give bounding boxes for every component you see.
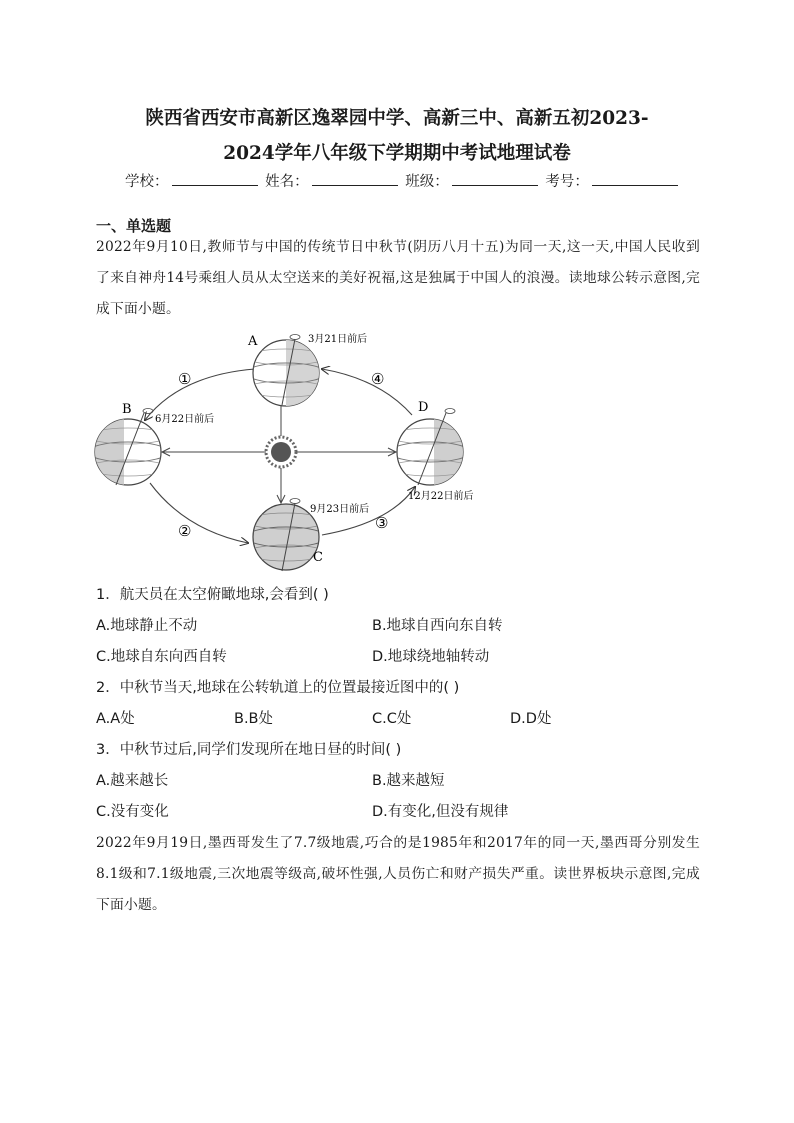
- point-c-label: C: [313, 550, 323, 565]
- sun-icon: [266, 437, 296, 467]
- q2-option-c[interactable]: C.C处: [372, 711, 412, 727]
- orbit-arc-1: [145, 369, 255, 420]
- q1-option-d[interactable]: D.地球绕地轴转动: [372, 649, 490, 665]
- q3-option-b[interactable]: B.越来越短: [372, 773, 445, 789]
- arc-4-label: ④: [371, 370, 385, 388]
- question-2-stem: 2．中秋节当天,地球在公转轨道上的位置最接近图中的( ): [96, 680, 460, 696]
- q3-option-a[interactable]: A.越来越长: [96, 773, 169, 789]
- name-blank[interactable]: [312, 171, 398, 186]
- exam-number-label: 考号：: [545, 174, 589, 190]
- class-blank[interactable]: [452, 171, 538, 186]
- school-label: 学校：: [125, 174, 169, 190]
- q1-option-a[interactable]: A.地球静止不动: [96, 618, 198, 634]
- q2-option-b[interactable]: B.B处: [234, 711, 274, 727]
- q1-option-c[interactable]: C.地球自东向西自转: [96, 649, 227, 665]
- q3-option-d[interactable]: D.有变化,但没有规律: [372, 804, 509, 820]
- earth-d-icon: [390, 409, 474, 496]
- earth-revolution-diagram: [90, 325, 490, 575]
- question-3-stem: 3．中秋节过后,同学们发现所在地日昼的时间( ): [96, 742, 402, 758]
- school-blank[interactable]: [172, 171, 258, 186]
- earth-a-icon: [246, 335, 326, 416]
- passage-mexico-earthquake: 2022年9月19日,墨西哥发生了7.7级地震,巧合的是1985年和2017年的同一天,墨西哥分别发生8.1级和7.1级地震,三次地震等级高,破坏性强,人员伤亡和财产损失严重。读世界板块示意图,完成下面小题。: [96, 835, 700, 913]
- point-b-label: B: [122, 402, 132, 417]
- point-a-label: A: [248, 334, 258, 349]
- passage-mid-autumn: 2022年9月10日,教师节与中国的传统节日中秋节(阴历八月十五)为同一天,这一天,中国人民收到了来自神舟14号乘组人员从太空送来的美好祝福,这是独属于中国人的浪漫。读地球公转示意图,完成下面小题。: [96, 239, 700, 317]
- exam-number-blank[interactable]: [592, 171, 678, 186]
- date-b-label: 6月22日前后: [155, 414, 215, 425]
- q1-option-b[interactable]: B.地球自西向东自转: [372, 618, 503, 634]
- point-d-label: D: [418, 400, 429, 415]
- orbit-arc-4: [322, 369, 412, 415]
- arc-2-label: ②: [178, 522, 192, 540]
- date-c-label: 9月23日前后: [310, 504, 370, 515]
- question-1-stem: 1．航天员在太空俯瞰地球,会看到( ): [96, 587, 329, 603]
- arc-3-label: ③: [375, 514, 389, 532]
- exam-title-line1: 陕西省西安市高新区逸翠园中学、高新三中、高新五初2023-: [145, 108, 649, 129]
- student-info-row: [125, 170, 681, 191]
- section-title: 一、单选题: [96, 217, 172, 235]
- exam-title-line2: 2024学年八年级下学期期中考试地理试卷: [223, 143, 571, 164]
- date-a-label: 3月21日前后: [308, 334, 368, 345]
- q3-option-c[interactable]: C.没有变化: [96, 804, 169, 820]
- date-d-label: 12月22日前后: [408, 491, 474, 502]
- q2-option-d[interactable]: D.D处: [510, 711, 552, 727]
- name-label: 姓名：: [265, 174, 309, 190]
- q2-option-a[interactable]: A.A处: [96, 711, 135, 727]
- arc-1-label: ①: [178, 370, 192, 388]
- class-label: 班级：: [405, 174, 449, 190]
- orbit-arc-2: [150, 483, 248, 543]
